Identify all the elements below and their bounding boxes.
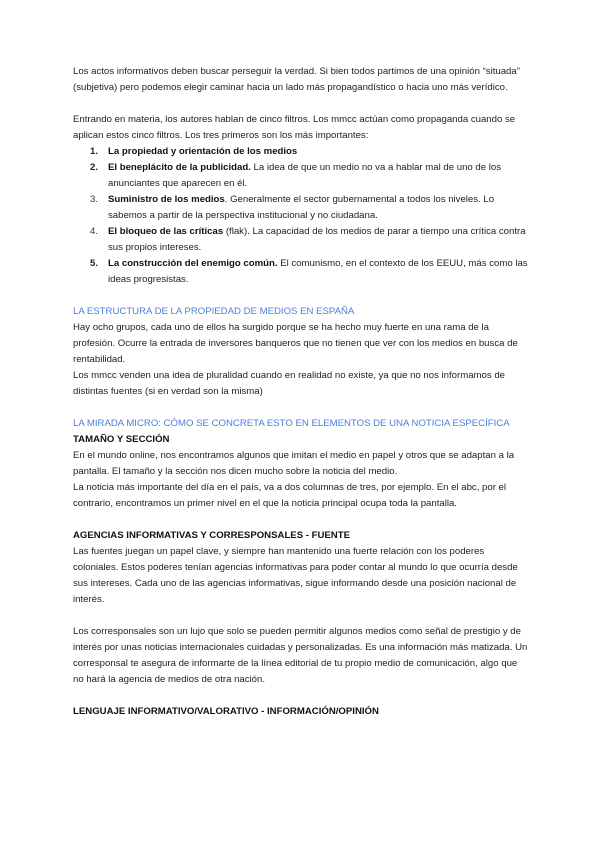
section-heading-ownership: LA ESTRUCTURA DE LA PROPIEDAD DE MEDIOS EN ESPAÑA [73,306,355,317]
document-page [73,64,528,720]
agencies-paragraph-1: Las fuentes juegan un papel clave, y siempre han mantenido una fuerte relación con los poderes coloniales. Estos poderes tenían agencias informativas para poder contar al mundo lo que ocurría desde sus intereses. Cada uno de las agencias informativas, sigue informando desde una posición nacional de interés. [73,546,518,605]
subheading-size-section: TAMAÑO Y SECCIÓN [73,434,170,445]
list-item: 5. La construcción del enemigo común. El comunismo, en el contexto de los EEUU, más como las ideas progresistas. [90,258,528,285]
filter-text: (flak). La capacidad de los medios de parar a tiempo una crítica contra sus propios intereses. [108,226,526,253]
ownership-paragraph-1: Hay ocho grupos, cada uno de ellos ha surgido porque se ha hecho muy fuerte en una rama de la profesión. Ocurre la entrada de inversores banqueros que no tienen que ver con los medios en busca de rentabilidad. [73,322,518,365]
list-item: 4. El bloqueo de las críticas (flak). La capacidad de los medios de parar a tiempo una crítica contra sus propios intereses. [90,226,526,253]
filter-title: El bloqueo de las críticas [108,226,224,237]
agencies-paragraph-2: Los corresponsales son un lujo que solo se pueden permitir algunos medios como señal de prestigio y de interés por unas noticias internacionales cuidadas y personalizadas. Es una información más matizada. Un corresponsal te asegura de informarte de la línea editorial de tu propio medio de comunicación, algo que no hará la agencia de medios de otra nación. [73,626,528,685]
filter-text: . Generalmente el sector gubernamental a todos los niveles. Lo sabemos a partir de la perspectiva institucional y no ciudadana. [108,194,495,221]
subheading-language: LENGUAJE INFORMATIVO/VALORATIVO - INFORMACIÓN/OPINIÓN [73,706,379,717]
filter-text: La idea de que un medio no va a hablar mal de uno de los anunciantes que aparecen en él. [108,162,502,189]
filter-title: La construcción del enemigo común. [108,258,278,269]
ownership-paragraph-2: Los mmcc venden una idea de pluralidad cuando en realidad no existe, ya que no nos informamos de distintas fuentes (si en verdad son la misma) [73,370,505,397]
filter-title: La propiedad y orientación de los medios [108,146,298,157]
size-paragraph-2: La noticia más importante del día en el país, va a dos columnas de tres, por ejemplo. En el abc, por el contrario, encontramos un primer nivel en el que la noticia principal ocupa toda la pantalla. [73,482,507,509]
filter-title: El beneplácito de la publicidad. [108,162,251,173]
subheading-agencies: AGENCIAS INFORMATIVAS Y CORRESPONSALES - FUENTE [73,530,350,541]
filter-text: El comunismo, en el contexto de los EEUU, más como las ideas progresistas. [108,258,528,285]
section-heading-micro: LA MIRADA MICRO: CÓMO SE CONCRETA ESTO EN ELEMENTOS DE UNA NOTICIA ESPECÍFICA [73,418,510,429]
list-item: 1. La propiedad y orientación de los medios [90,146,298,157]
intro-paragraph: Los actos informativos deben buscar perseguir la verdad. Si bien todos partimos de una opinión “situada” (subjetiva) pero podemos elegir caminar hacia un lado más propagandístico o hacia uno más verídico. [73,66,520,93]
filters-intro-paragraph: Entrando en materia, los autores hablan de cinco filtros. Los mmcc actúan como propaganda cuando se aplican estos cinco filtros. Los tres primeros son los más importantes: [73,114,516,141]
filter-title: Suministro de los medios [108,194,225,205]
size-paragraph-1: En el mundo online, nos encontramos algunos que imitan el medio en papel y otros que se adaptan a la pantalla. El tamaño y la sección nos dicen mucho sobre la noticia del medio. [73,450,515,477]
list-item: 3. Suministro de los medios. Generalmente el sector gubernamental a todos los niveles. Lo sabemos a partir de la perspectiva institucional y no ciudadana. [90,194,495,221]
filters-list [73,144,528,288]
list-item: 2. El beneplácito de la publicidad. La idea de que un medio no va a hablar mal de uno de los anunciantes que aparecen en él. [90,162,502,189]
